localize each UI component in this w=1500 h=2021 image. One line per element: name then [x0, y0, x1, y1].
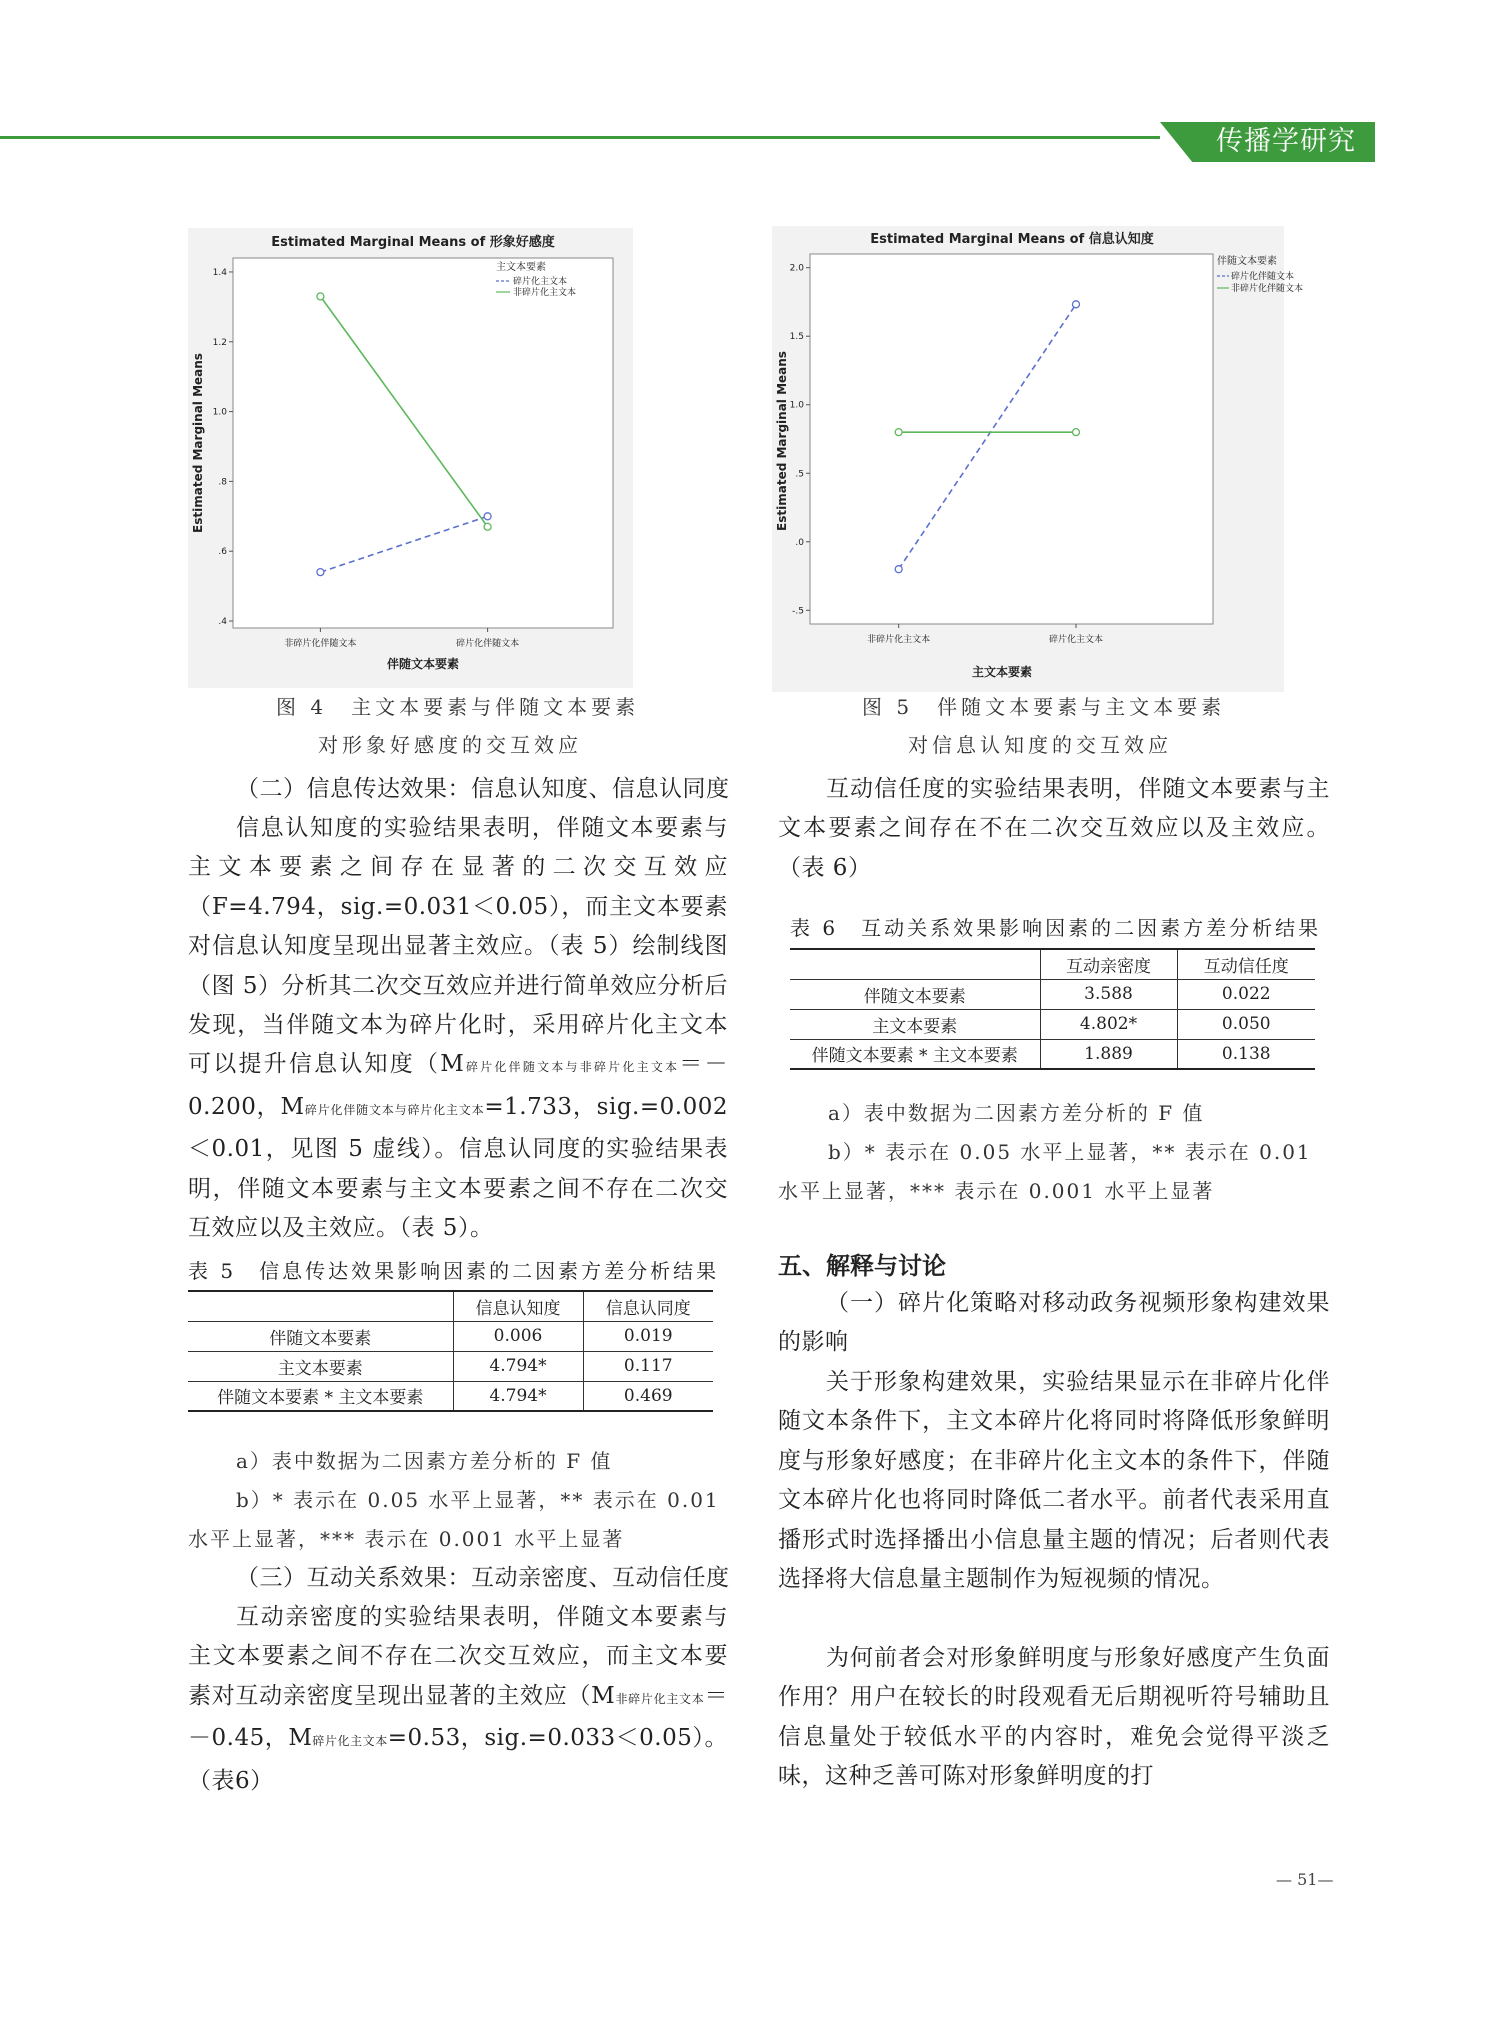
- y-tick-label: -.5: [792, 606, 804, 617]
- y-tick-label: .0: [795, 537, 804, 548]
- table-header-cell: 互动信任度: [1177, 949, 1315, 979]
- y-tick-label: 1.0: [789, 400, 804, 411]
- paragraph-image-construction: 关于形象构建效果，实验结果显示在非碎片化伴随文本条件下，主文本碎片化将同时将降低形象鲜明度与形象好感度；在非碎片化主文本的条件下，伴随文本碎片化也将同时降低二者水平。前者代表采用直播形式时选择播出小信息量主题的情况；后者则代表选择将大信息量主题制作为短视频的情况。: [778, 1369, 1330, 1593]
- y-tick-label: 2.0: [789, 263, 804, 274]
- page-number: — 51—: [1276, 1870, 1334, 1889]
- table-row: [790, 1009, 1315, 1039]
- table-cell: 0.019: [583, 1321, 713, 1351]
- table-cell: 伴随文本要素: [188, 1321, 453, 1351]
- paragraph-text: ＝－0.45，M: [188, 1682, 728, 1752]
- data-point: [317, 569, 324, 576]
- legend-label-series-1: 碎片化主文本: [513, 277, 568, 287]
- x-tick-label: 非碎片化主文本: [867, 635, 931, 645]
- subscript-text: 碎片化主文本: [312, 1734, 388, 1749]
- table-6-note-b-line-1: b）* 表示在 0.05 水平上显著，** 表示在 0.01: [828, 1140, 1312, 1164]
- plot-area: [810, 254, 1213, 624]
- paragraph-discussion: 为何前者会对形象鲜明度与形象好感度产生负面作用？用户在较长的时段观看无后期视听符号辅助且信息量处于较低水平的内容时，难免会觉得平淡乏味，这种乏善可陈对形象鲜明度的打: [778, 1645, 1330, 1790]
- table-row: [188, 1291, 713, 1321]
- figure-5-caption-line-2: 对信息认知度的交互效应: [908, 733, 1172, 757]
- plot-area: [233, 258, 613, 628]
- table-5-note-b-line-1: b）* 表示在 0.05 水平上显著，** 表示在 0.01: [236, 1488, 720, 1512]
- paragraph-interaction-intimacy: [188, 1598, 728, 1801]
- y-tick-label: .5: [795, 469, 804, 480]
- paragraph-text: =0.53，sig.=0.033＜0.05）。（表6）: [188, 1725, 728, 1794]
- subsection-heading-1: （一）碎片化策略对移动政务视频形象构建效果的影响: [778, 1290, 1330, 1356]
- figure-5-chart: [772, 226, 1304, 692]
- table-cell: 伴随文本要素: [790, 979, 1040, 1009]
- table-5-note-a: a）表中数据为二因素方差分析的 F 值: [236, 1449, 613, 1473]
- table-cell: 0.138: [1177, 1039, 1315, 1069]
- table-row: [790, 979, 1315, 1009]
- figure-4-svg: [188, 228, 633, 688]
- table-cell: 4.794*: [453, 1351, 583, 1381]
- x-axis-label: 伴随文本要素: [386, 657, 460, 671]
- table-header-cell: 信息认同度: [583, 1291, 713, 1321]
- legend-title: 伴随文本要素: [1217, 256, 1277, 267]
- figure-4-caption-line-1: 图 4 主文本要素与伴随文本要素: [276, 695, 640, 719]
- figure-5-svg: [772, 226, 1304, 692]
- table-cell: 0.469: [583, 1381, 713, 1411]
- y-tick-label: 1.4: [212, 267, 227, 278]
- data-point: [484, 523, 491, 530]
- section-heading: 五、解释与讨论: [778, 1252, 946, 1280]
- table-6-title: 表 6 互动关系效果影响因素的二因素方差分析结果: [790, 916, 1322, 940]
- table-cell: 0.050: [1177, 1009, 1315, 1039]
- legend-title: 主文本要素: [496, 262, 546, 273]
- paragraph-text: ＝－0.200，M: [188, 1051, 728, 1120]
- paragraph-info-cognition: [188, 809, 728, 1248]
- table-cell: 4.802*: [1040, 1009, 1177, 1039]
- table-cell: 0.006: [453, 1321, 583, 1351]
- paragraph-text: 互动亲密度的实验结果表明，伴随文本要素与主文本要素之间不存在二次交互效应，而主文本要素对互动亲密度呈现出显著的主效应（M: [188, 1604, 728, 1709]
- data-point: [484, 513, 491, 520]
- subscript-text: 碎片化伴随文本与非碎片化主文本: [464, 1060, 680, 1075]
- table-6-note-b-line-2: 水平上显著，*** 表示在 0.001 水平上显著: [778, 1179, 1215, 1203]
- data-point: [1072, 301, 1079, 308]
- table-cell: 3.588: [1040, 979, 1177, 1009]
- table-header-cell: [188, 1291, 453, 1321]
- y-tick-label: .8: [218, 477, 227, 488]
- figure-5-caption-line-1: 图 5 伴随文本要素与主文本要素: [862, 695, 1226, 719]
- table-cell: 主文本要素: [790, 1009, 1040, 1039]
- y-axis-label: Estimated Marginal Means: [191, 353, 205, 533]
- header-rule: [0, 136, 1160, 139]
- subscript-text: 非碎片化主文本: [615, 1691, 705, 1706]
- paragraph-text: =1.733，sig.=0.002＜0.01，见图 5 虚线）。信息认同度的实验结果表明，伴随文本要素与主文本要素之间不存在二次交互效应以及主效应。（表 5）。: [188, 1093, 728, 1242]
- table-row: [790, 1039, 1315, 1069]
- subsection-heading-2: （二）信息传达效果：信息认知度、信息认同度: [236, 776, 730, 802]
- table-cell: 4.794*: [453, 1381, 583, 1411]
- table-row: [188, 1321, 713, 1351]
- table-cell: 0.117: [583, 1351, 713, 1381]
- table-header-cell: 信息认知度: [453, 1291, 583, 1321]
- legend-label-series-2: 非碎片化伴随文本: [1231, 284, 1304, 294]
- table-row: [188, 1381, 713, 1411]
- x-axis-label: 主文本要素: [971, 665, 1033, 679]
- x-tick-label: 碎片化主文本: [1048, 635, 1103, 645]
- subsection-heading-3: （三）互动关系效果：互动亲密度、互动信任度: [236, 1565, 730, 1591]
- table-row: [188, 1351, 713, 1381]
- data-point: [317, 293, 324, 300]
- y-axis-label: Estimated Marginal Means: [775, 351, 789, 531]
- x-tick-label: 碎片化伴随文本: [456, 639, 520, 649]
- table-cell: 1.889: [1040, 1039, 1177, 1069]
- y-tick-label: 1.2: [212, 337, 227, 348]
- y-tick-label: 1.5: [789, 332, 804, 343]
- data-point: [895, 566, 902, 573]
- table-5-title: 表 5 信息传达效果影响因素的二因素方差分析结果: [188, 1259, 720, 1283]
- table-6: [790, 948, 1315, 1070]
- table-cell: 伴随文本要素 * 主文本要素: [188, 1381, 453, 1411]
- x-tick-label: 非碎片化伴随文本: [284, 639, 357, 649]
- table-6-note-a: a）表中数据为二因素方差分析的 F 值: [828, 1101, 1205, 1125]
- section-title: 传播学研究: [1216, 126, 1356, 157]
- paragraph-text: 信息认知度的实验结果表明，伴随文本要素与主文本要素之间存在显著的二次交互效应（F=4.794，sig.=0.031＜0.05），而主文本要素对信息认知度呈现出显著主效应。（表 5）绘制线图（图 5）分析其二次交互效应并进行简单效应分析后发现，当伴随文本为碎片化时，采用碎片化主文本可以提升信息认知度（M: [188, 815, 728, 1078]
- y-tick-label: 1.0: [212, 407, 227, 418]
- chart-title: Estimated Marginal Means of 信息认知度: [870, 232, 1154, 247]
- legend-label-series-2: 非碎片化主文本: [513, 288, 577, 298]
- table-header-cell: [790, 949, 1040, 979]
- table-cell: 主文本要素: [188, 1351, 453, 1381]
- table-cell: 0.022: [1177, 979, 1315, 1009]
- paragraph-interaction-trust: 互动信任度的实验结果表明，伴随文本要素与主文本要素之间存在不在二次交互效应以及主效应。（表 6）: [778, 776, 1330, 881]
- data-point: [1072, 429, 1079, 436]
- table-cell: 伴随文本要素 * 主文本要素: [790, 1039, 1040, 1069]
- table-header-cell: 互动亲密度: [1040, 949, 1177, 979]
- table-5: [188, 1290, 713, 1412]
- figure-4-chart: [188, 228, 633, 688]
- chart-title: Estimated Marginal Means of 形象好感度: [271, 235, 555, 250]
- subscript-text: 碎片化伴随文本与碎片化主文本: [304, 1102, 485, 1117]
- y-tick-label: .4: [218, 617, 227, 628]
- y-tick-label: .6: [218, 547, 227, 558]
- table-row: [790, 949, 1315, 979]
- legend-label-series-1: 碎片化伴随文本: [1231, 272, 1295, 282]
- table-5-note-b-line-2: 水平上显著，*** 表示在 0.001 水平上显著: [188, 1527, 625, 1551]
- figure-4-caption-line-2: 对形象好感度的交互效应: [318, 733, 582, 757]
- data-point: [895, 429, 902, 436]
